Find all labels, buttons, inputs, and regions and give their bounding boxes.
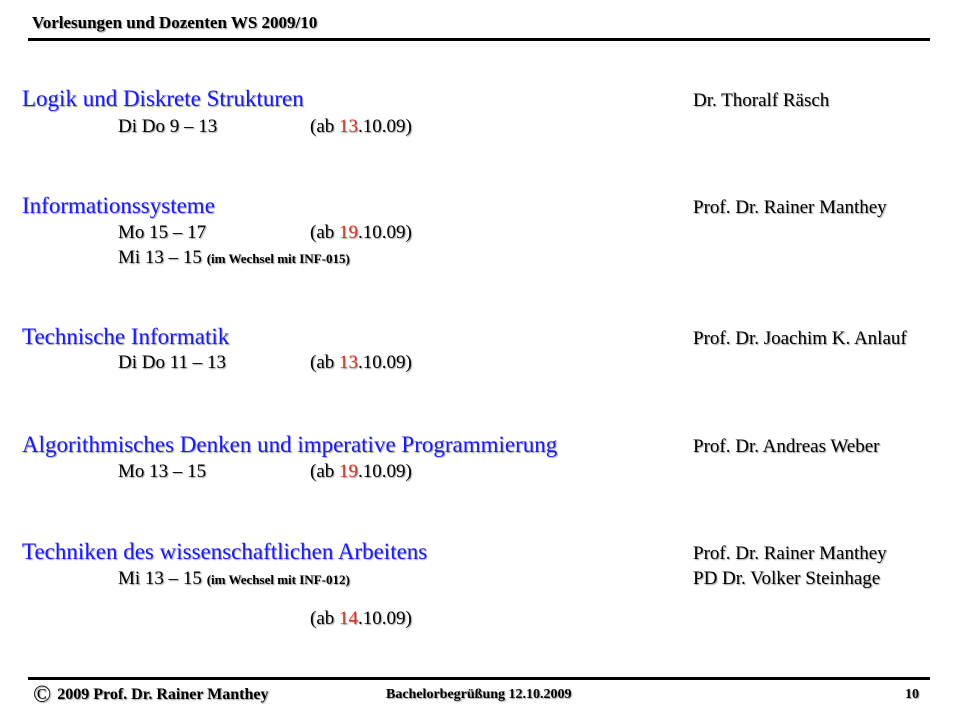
page-number: 10: [905, 687, 919, 702]
footer-event: Bachelorbegrüßung 12.10.2009: [386, 687, 572, 702]
session-start-date: (ab 13.10.09): [310, 116, 412, 137]
session-time-alternating: Mi 13 – 15 (im Wechsel mit INF-012): [118, 568, 350, 589]
header-title: Vorlesungen und Dozenten WS 2009/10: [32, 13, 318, 32]
footer-divider: [28, 677, 930, 680]
session-time: Mo 13 – 15: [118, 461, 207, 482]
course-title-logik: Logik und Diskrete Strukturen: [22, 86, 304, 111]
header-divider: [28, 38, 930, 41]
session-start-date: (ab 13.10.09): [310, 352, 412, 373]
session-start-date: (ab 19.10.09): [310, 461, 412, 482]
course-title-wissenschaftliches-arbeiten: Techniken des wissenschaftlichen Arbeitens: [22, 539, 428, 564]
course-title-algorithmisches-denken: Algorithmisches Denken und imperative Programmierung: [22, 432, 558, 457]
session-time: Di Do 9 – 13: [118, 116, 218, 137]
footer-copyright: © 2009 Prof. Dr. Rainer Manthey: [33, 682, 269, 708]
course-title-informationssysteme: Informationssysteme: [22, 193, 215, 218]
lecturer-wissenschaftliches-arbeiten-2: PD Dr. Volker Steinhage: [693, 568, 881, 589]
lecturer-algorithmisches-denken: Prof. Dr. Andreas Weber: [693, 436, 880, 457]
session-time: Di Do 11 – 13: [118, 352, 227, 373]
lecturer-informationssysteme: Prof. Dr. Rainer Manthey: [693, 197, 887, 218]
session-start-date: (ab 19.10.09): [310, 222, 412, 243]
lecturer-logik: Dr. Thoralf Räsch: [693, 90, 830, 111]
course-title-technische-informatik: Technische Informatik: [22, 324, 230, 349]
session-time: Mo 15 – 17: [118, 222, 207, 243]
session-start-date: (ab 14.10.09): [310, 608, 412, 629]
session-time-alternating: Mi 13 – 15 (im Wechsel mit INF-015): [118, 247, 350, 268]
copyright-icon: ©: [33, 682, 52, 708]
lecturer-technische-informatik: Prof. Dr. Joachim K. Anlauf: [693, 328, 907, 349]
lecturer-wissenschaftliches-arbeiten-1: Prof. Dr. Rainer Manthey: [693, 543, 887, 564]
